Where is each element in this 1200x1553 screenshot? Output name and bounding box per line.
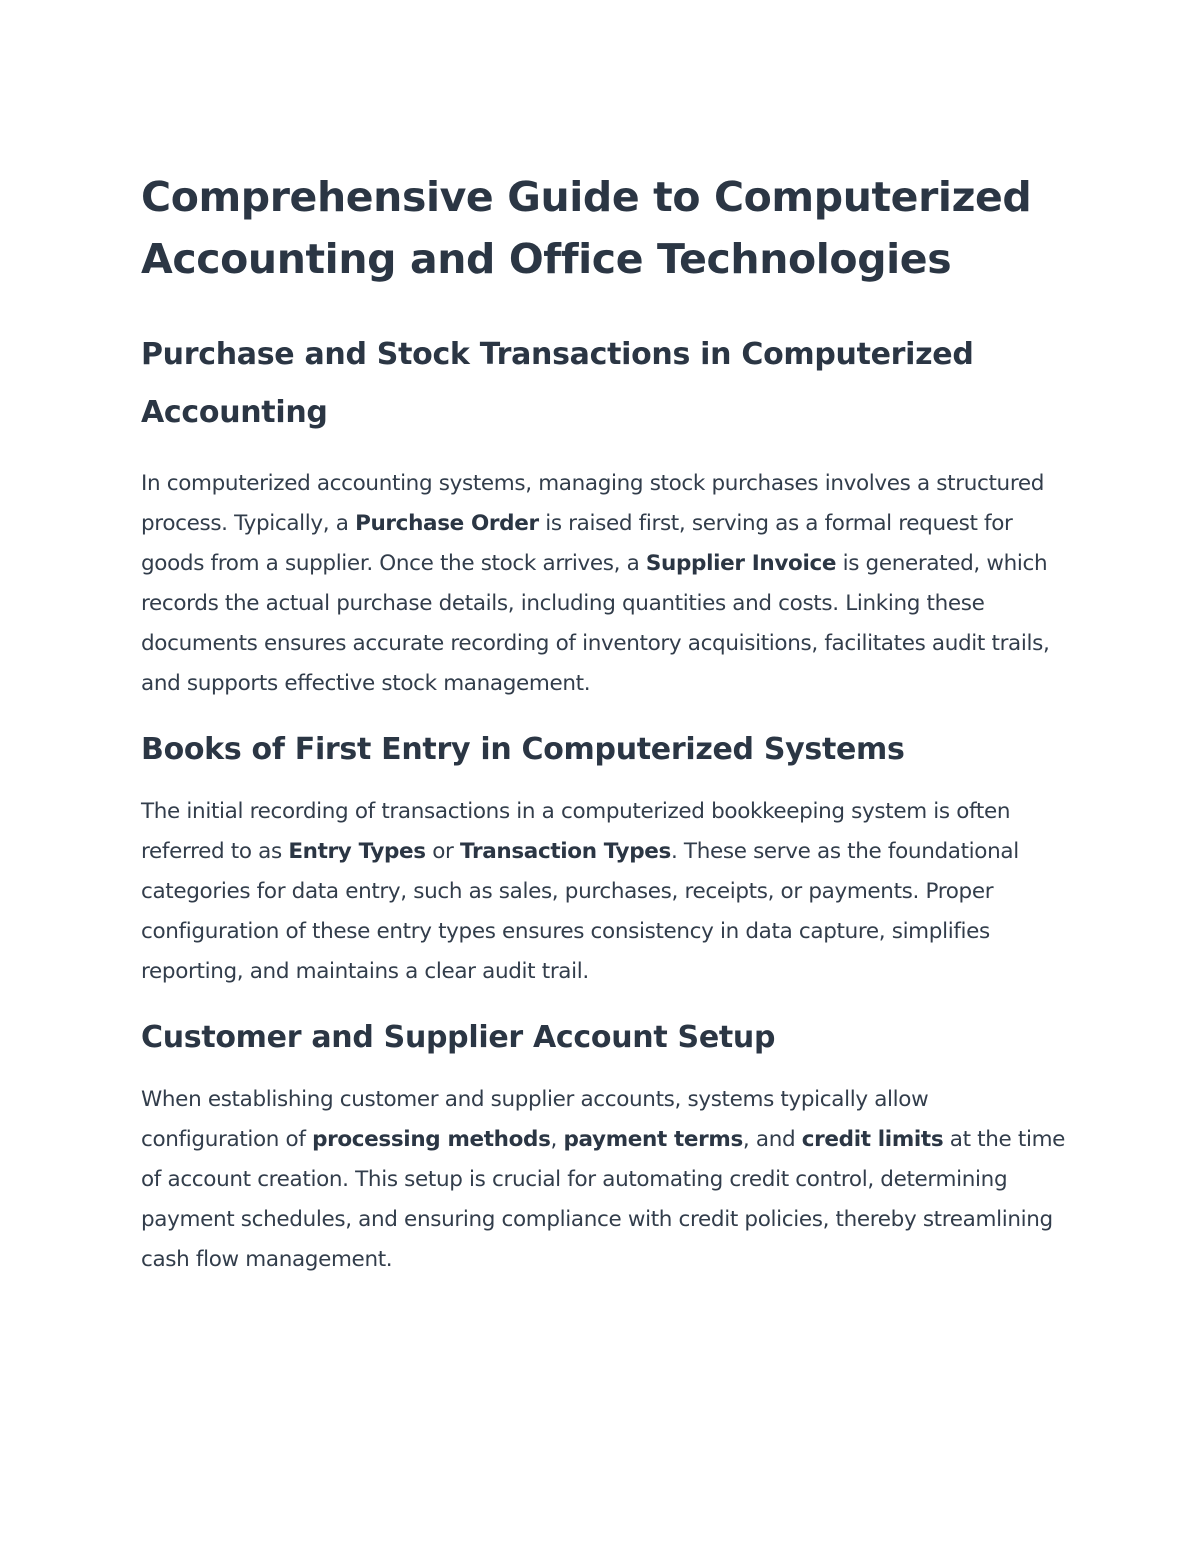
page-title: Comprehensive Guide to Computerized Accounting and Office Technologies: [141, 173, 1032, 283]
term-processing-methods: processing methods: [312, 1127, 551, 1152]
body-text: is raised first, serving as a formal request for goods from a supplier. Once the stock arrives, a: [141, 511, 1013, 576]
body-text: . These serve as the foundational categories for data entry, such as sales, purchases, receipts, or payments. Proper configuration of these entry types ensures consistency in data capture, simplifies reporting, and maintains a clear audit trail.: [141, 839, 1019, 984]
section-paragraph: [141, 1080, 1066, 1280]
term-purchase-order: Purchase Order: [355, 511, 539, 536]
section-books-first-entry: [141, 726, 1066, 992]
section-account-setup: [141, 1014, 1066, 1280]
term-payment-terms: payment terms: [563, 1127, 743, 1152]
section-paragraph: [141, 792, 1066, 992]
term-entry-types: Entry Types: [288, 839, 426, 864]
body-text: or: [425, 839, 461, 864]
body-text: When establishing customer and supplier accounts, systems typically allow configuration of: [141, 1087, 929, 1152]
section-heading: Customer and Supplier Account Setup: [141, 1020, 776, 1055]
term-credit-limits: credit limits: [801, 1127, 944, 1152]
body-text: ,: [550, 1127, 564, 1152]
body-text: , and: [742, 1127, 802, 1152]
section-heading: Books of First Entry in Computerized Systems: [141, 732, 905, 767]
body-text: The initial recording of transactions in a computerized bookkeeping system is often referred to as: [141, 799, 1011, 864]
section-paragraph: [141, 464, 1066, 704]
term-transaction-types: Transaction Types: [460, 839, 671, 864]
body-text: In computerized accounting systems, managing stock purchases involves a structured process. Typically, a: [141, 471, 1045, 536]
document-page: [141, 166, 1066, 1302]
body-text: is generated, which records the actual purchase details, including quantities and costs. Linking these documents ensures accurate recording of inventory acquisitions, facilitates audit trails, and supports effective stock management.: [141, 551, 1050, 696]
body-text: at the time of account creation. This setup is crucial for automating credit control, determining payment schedules, and ensuring compliance with credit policies, thereby streamlining cash flow management.: [141, 1127, 1066, 1272]
term-supplier-invoice: Supplier Invoice: [645, 551, 837, 576]
section-purchase-stock: [141, 326, 1066, 704]
section-heading: Purchase and Stock Transactions in Computerized Accounting: [141, 337, 974, 430]
